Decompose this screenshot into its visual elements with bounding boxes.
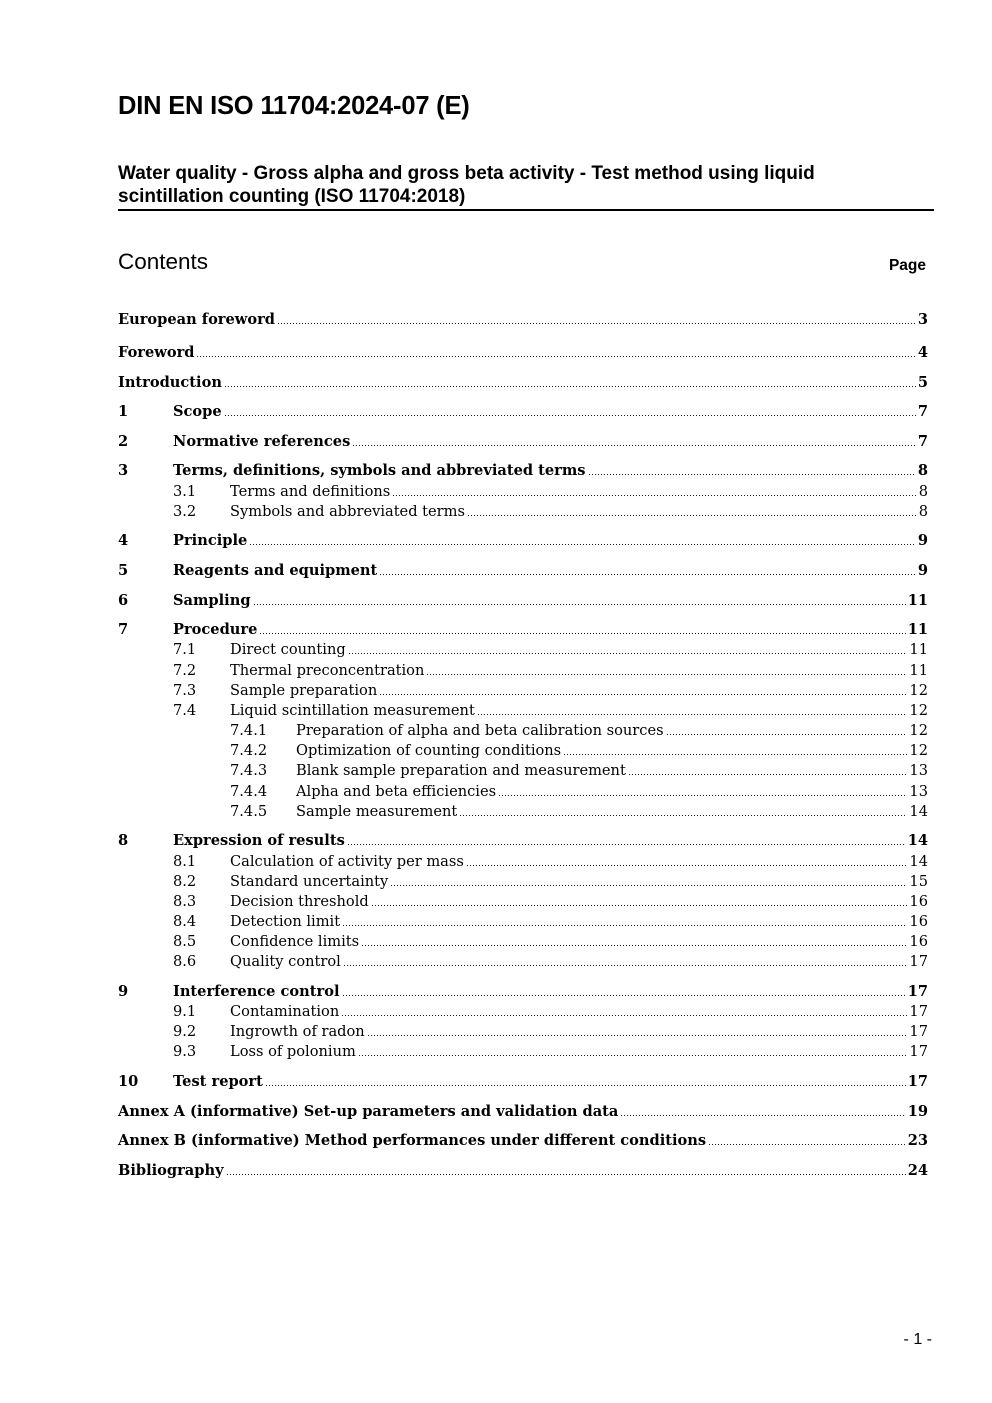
toc-entry[interactable] [118, 432, 928, 452]
toc-entry-page: 9 [917, 532, 928, 549]
document-title-line: scintillation counting (ISO 11704:2018) [118, 186, 466, 207]
toc-dot-leader [390, 883, 907, 887]
toc-dot-leader [352, 443, 916, 447]
toc-entry-title: Direct counting [230, 641, 346, 658]
toc-entry-number: 2 [118, 433, 129, 450]
toc-entry-title: Annex B (informative) Method performances under different conditions [118, 1132, 707, 1149]
toc-dot-leader [588, 472, 916, 476]
toc-entry-page: 7 [917, 403, 928, 420]
toc-entry[interactable] [118, 531, 928, 551]
toc-entry-page: 5 [917, 374, 928, 391]
toc-dot-leader [253, 602, 906, 606]
toc-entry-title: Ingrowth of radon [230, 1023, 365, 1040]
toc-entry-title: Reagents and equipment [173, 562, 378, 579]
toc-dot-leader [379, 572, 916, 576]
toc-entry[interactable] [118, 591, 928, 611]
toc-entry-number: 7.4.1 [230, 722, 268, 739]
toc-entry[interactable] [118, 620, 928, 640]
toc-entry[interactable] [118, 721, 928, 741]
toc-entry-title: Loss of polonium [230, 1043, 356, 1060]
toc-entry-title: Liquid scintillation measurement [230, 702, 475, 719]
toc-entry-number: 7.4.5 [230, 803, 268, 820]
toc-dot-leader [224, 413, 916, 417]
toc-dot-leader [379, 692, 907, 696]
toc-entry-title: Quality control [230, 953, 341, 970]
toc-entry-number: 7 [118, 621, 129, 638]
toc-entry-page: 14 [909, 803, 928, 820]
toc-entry-number: 3.2 [173, 503, 197, 520]
toc-entry-page: 24 [907, 1162, 928, 1179]
toc-dot-leader [628, 772, 908, 776]
toc-entry[interactable] [118, 912, 928, 932]
toc-entry[interactable] [118, 461, 928, 481]
toc-dot-leader [343, 963, 908, 967]
toc-dot-leader [361, 943, 907, 947]
toc-entry[interactable] [118, 741, 928, 761]
toc-entry-page: 13 [909, 783, 928, 800]
toc-entry[interactable] [118, 982, 928, 1002]
toc-entry[interactable] [118, 1131, 928, 1151]
toc-entry[interactable] [118, 1161, 928, 1181]
toc-entry-number: 10 [118, 1073, 139, 1090]
toc-entry-number: 7.1 [173, 641, 197, 658]
toc-entry-page: 17 [909, 953, 928, 970]
toc-entry-title: Terms and definitions [230, 483, 391, 500]
toc-entry-number: 9.2 [173, 1023, 197, 1040]
toc-entry-title: Decision threshold [230, 893, 369, 910]
toc-entry-page: 16 [909, 913, 928, 930]
toc-entry[interactable] [118, 502, 928, 522]
toc-dot-leader [426, 672, 907, 676]
toc-entry[interactable] [118, 872, 928, 892]
toc-entry-page: 7 [917, 433, 928, 450]
document-title-line: Water quality - Gross alpha and gross beta activity - Test method using liquid [118, 163, 815, 184]
toc-dot-leader [347, 842, 906, 846]
toc-dot-leader [259, 631, 905, 635]
toc-entry-page: 11 [907, 621, 928, 638]
toc-entry[interactable] [118, 343, 928, 363]
toc-entry-number: 5 [118, 562, 129, 579]
toc-entry-number: 6 [118, 592, 129, 609]
toc-dot-leader [249, 542, 916, 546]
toc-entry-number: 9 [118, 983, 129, 1000]
toc-dot-leader [466, 863, 908, 867]
toc-entry[interactable] [118, 1072, 928, 1092]
toc-entry-page: 11 [907, 592, 928, 609]
toc-entry-number: 8.6 [173, 953, 197, 970]
toc-entry-title: Introduction [118, 374, 222, 391]
toc-entry-page: 4 [917, 344, 928, 361]
toc-dot-leader [392, 493, 916, 497]
toc-dot-leader [265, 1083, 906, 1087]
toc-dot-leader [620, 1113, 905, 1117]
toc-entry-page: 12 [909, 722, 928, 739]
toc-entry-title: Alpha and beta efficiencies [296, 783, 497, 800]
toc-entry[interactable] [118, 852, 928, 872]
toc-entry[interactable] [118, 701, 928, 721]
page-column-heading: Page [888, 257, 926, 274]
toc-entry-title: Bibliography [118, 1162, 224, 1179]
toc-dot-leader [459, 813, 907, 817]
toc-entry-title: Confidence limits [230, 933, 360, 950]
toc-entry-page: 17 [909, 1023, 928, 1040]
toc-entry-page: 14 [909, 853, 928, 870]
toc-entry-title: Standard uncertainty [230, 873, 389, 890]
toc-entry-number: 8.1 [173, 853, 197, 870]
toc-entry-number: 7.4.3 [230, 762, 268, 779]
toc-entry-title: Expression of results [173, 832, 345, 849]
toc-dot-leader [563, 752, 907, 756]
toc-entry-title: Preparation of alpha and beta calibration sources [296, 722, 664, 739]
toc-entry[interactable] [118, 892, 928, 912]
toc-entry-page: 12 [909, 682, 928, 699]
toc-entry[interactable] [118, 1102, 928, 1122]
toc-dot-leader [226, 1172, 906, 1176]
document-title [118, 162, 934, 211]
toc-entry-title: European foreword [118, 311, 275, 328]
toc-dot-leader [342, 993, 906, 997]
toc-entry-page: 11 [909, 662, 928, 679]
toc-entry-page: 12 [909, 702, 928, 719]
toc-dot-leader [196, 354, 915, 358]
toc-entry[interactable] [118, 1002, 928, 1022]
toc-entry-page: 16 [909, 893, 928, 910]
toc-entry-page: 13 [909, 762, 928, 779]
toc-entry-page: 17 [909, 1043, 928, 1060]
toc-entry-number: 9.1 [173, 1003, 197, 1020]
toc-entry-number: 7.4.2 [230, 742, 268, 759]
toc-entry-page: 15 [909, 873, 928, 890]
toc-entry[interactable] [118, 802, 928, 822]
toc-entry-title: Principle [173, 532, 248, 549]
toc-entry-title: Symbols and abbreviated terms [230, 503, 465, 520]
toc-entry-title: Sampling [173, 592, 251, 609]
toc-entry[interactable] [118, 640, 928, 660]
toc-entry-page: 8 [918, 483, 928, 500]
toc-entry-title: Procedure [173, 621, 258, 638]
toc-entry-page: 23 [907, 1132, 928, 1149]
toc-entry-title: Thermal preconcentration [230, 662, 425, 679]
toc-entry[interactable] [118, 782, 928, 802]
toc-entry-number: 8.5 [173, 933, 197, 950]
toc-entry-page: 17 [907, 983, 928, 1000]
toc-entry[interactable] [118, 310, 928, 330]
toc-entry-title: Terms, definitions, symbols and abbreviated terms [173, 462, 586, 479]
toc-entry-number: 3 [118, 462, 129, 479]
toc-dot-leader [666, 732, 908, 736]
toc-entry-title: Optimization of counting conditions [296, 742, 562, 759]
toc-dot-leader [341, 1013, 907, 1017]
toc-dot-leader [467, 513, 917, 517]
toc-dot-leader [224, 384, 916, 388]
toc-entry-number: 1 [118, 403, 129, 420]
toc-entry-page: 17 [907, 1073, 928, 1090]
toc-entry[interactable] [118, 761, 928, 781]
toc-entry[interactable] [118, 661, 928, 681]
toc-dot-leader [342, 923, 907, 927]
toc-entry[interactable] [118, 373, 928, 393]
toc-entry-number: 8 [118, 832, 129, 849]
toc-dot-leader [348, 651, 908, 655]
toc-entry-page: 11 [909, 641, 928, 658]
page-number: - 1 - [903, 1331, 932, 1348]
toc-entry-title: Sample measurement [296, 803, 458, 820]
toc-entry-title: Normative references [173, 433, 351, 450]
toc-entry-page: 3 [917, 311, 928, 328]
toc-entry-title: Detection limit [230, 913, 341, 930]
toc-entry-title: Foreword [118, 344, 195, 361]
toc-entry-number: 7.4 [173, 702, 197, 719]
toc-entry-title: Sample preparation [230, 682, 378, 699]
toc-entry-page: 9 [917, 562, 928, 579]
toc-entry-number: 7.2 [173, 662, 197, 679]
toc-entry-page: 12 [909, 742, 928, 759]
document-id: DIN EN ISO 11704:2024-07 (E) [118, 92, 470, 120]
toc-dot-leader [498, 793, 907, 797]
toc-entry-title: Contamination [230, 1003, 340, 1020]
toc-dot-leader [358, 1053, 908, 1057]
toc-dot-leader [367, 1033, 908, 1037]
toc-entry-title: Interference control [173, 983, 340, 1000]
toc-entry-number: 8.4 [173, 913, 197, 930]
toc-entry[interactable] [118, 561, 928, 581]
toc-entry-number: 8.2 [173, 873, 197, 890]
toc-entry[interactable] [118, 932, 928, 952]
toc-dot-leader [371, 903, 908, 907]
toc-entry[interactable] [118, 681, 928, 701]
toc-entry[interactable] [118, 482, 928, 502]
contents-heading: Contents [118, 249, 209, 274]
toc-entry-page: 8 [918, 503, 928, 520]
toc-entry-number: 9.3 [173, 1043, 197, 1060]
toc-entry-title: Calculation of activity per mass [230, 853, 464, 870]
toc-entry-page: 8 [917, 462, 928, 479]
toc-entry-title: Scope [173, 403, 222, 420]
toc-entry-number: 8.3 [173, 893, 197, 910]
toc-entry[interactable] [118, 831, 928, 851]
toc-entry[interactable] [118, 952, 928, 972]
toc-entry-page: 19 [907, 1103, 928, 1120]
toc-entry-page: 14 [907, 832, 928, 849]
toc-entry-number: 4 [118, 532, 129, 549]
toc-entry[interactable] [118, 402, 928, 422]
toc-dot-leader [477, 712, 908, 716]
toc-dot-leader [277, 321, 916, 325]
toc-entry-number: 7.3 [173, 682, 197, 699]
toc-entry[interactable] [118, 1042, 928, 1062]
toc-entry-title: Annex A (informative) Set-up parameters and validation data [118, 1103, 619, 1120]
toc-entry-title: Test report [173, 1073, 263, 1090]
toc-entry-title: Blank sample preparation and measurement [296, 762, 626, 779]
toc-entry-page: 16 [909, 933, 928, 950]
toc-entry-page: 17 [909, 1003, 928, 1020]
toc-entry-number: 3.1 [173, 483, 197, 500]
toc-dot-leader [708, 1142, 906, 1146]
toc-entry-number: 7.4.4 [230, 783, 268, 800]
toc-entry[interactable] [118, 1022, 928, 1042]
